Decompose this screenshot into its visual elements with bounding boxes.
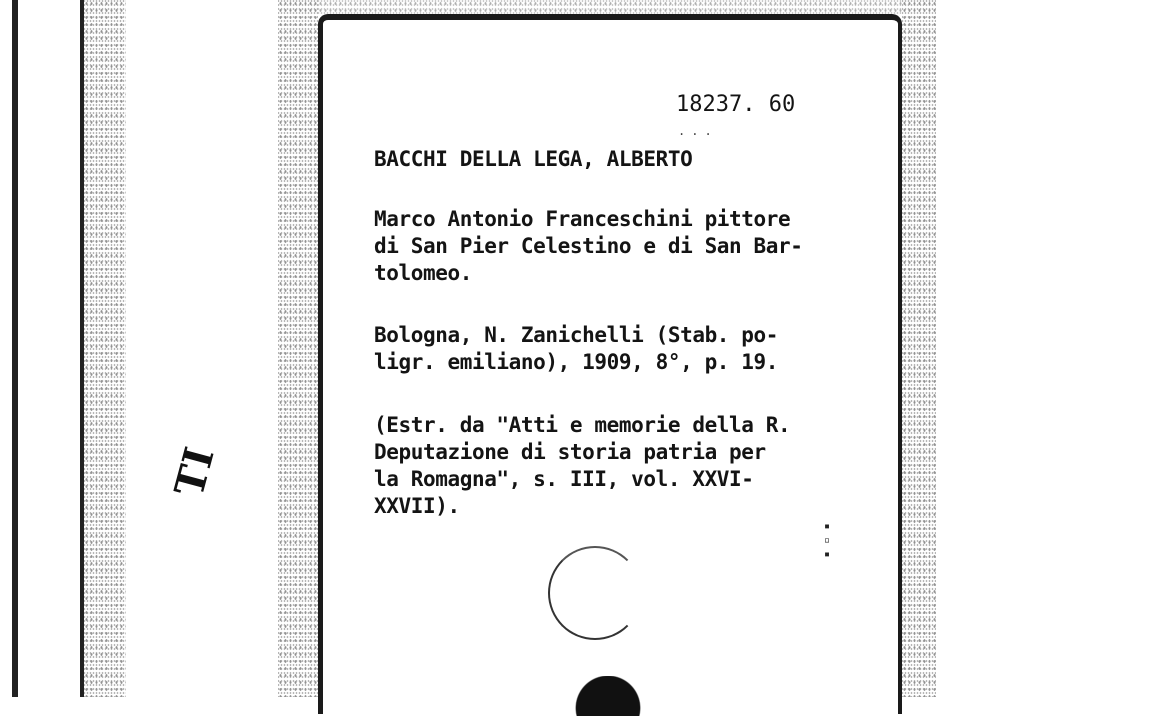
margin-mark: TI bbox=[165, 442, 224, 502]
punch-hole-outline bbox=[548, 546, 642, 640]
imprint-line-1: Bologna, N. Zanichelli (Stab. po- bbox=[374, 323, 779, 347]
scan-noise-right bbox=[902, 0, 936, 697]
note-line-4: XXVII). bbox=[374, 494, 460, 518]
punch-hole-shadow bbox=[560, 676, 656, 716]
note-line-1: (Estr. da "Atti e memorie della R. bbox=[374, 413, 791, 437]
scan-noise-mid bbox=[278, 0, 318, 697]
title-line-1: Marco Antonio Franceschini pittore bbox=[374, 207, 791, 231]
note-line-3: la Romagna", s. III, vol. XXVI- bbox=[374, 467, 754, 491]
left-border-line bbox=[12, 0, 18, 697]
note-line-2: Deputazione di storia patria per bbox=[374, 440, 766, 464]
side-stamp-mark: ▪ ▫ ▪ bbox=[824, 521, 831, 560]
title-line-3: tolomeo. bbox=[374, 261, 472, 285]
title-line-2: di San Pier Celestino e di San Bar- bbox=[374, 234, 803, 258]
author-heading: BACCHI DELLA LEGA, ALBERTO bbox=[374, 147, 693, 171]
imprint-line-2: ligr. emiliano), 1909, 8°, p. 19. bbox=[374, 350, 779, 374]
scan-noise-top bbox=[318, 0, 902, 14]
scan-noise-left bbox=[84, 0, 126, 697]
call-number: 18237. 60 bbox=[676, 92, 796, 117]
call-number-dots: ... bbox=[678, 124, 718, 138]
